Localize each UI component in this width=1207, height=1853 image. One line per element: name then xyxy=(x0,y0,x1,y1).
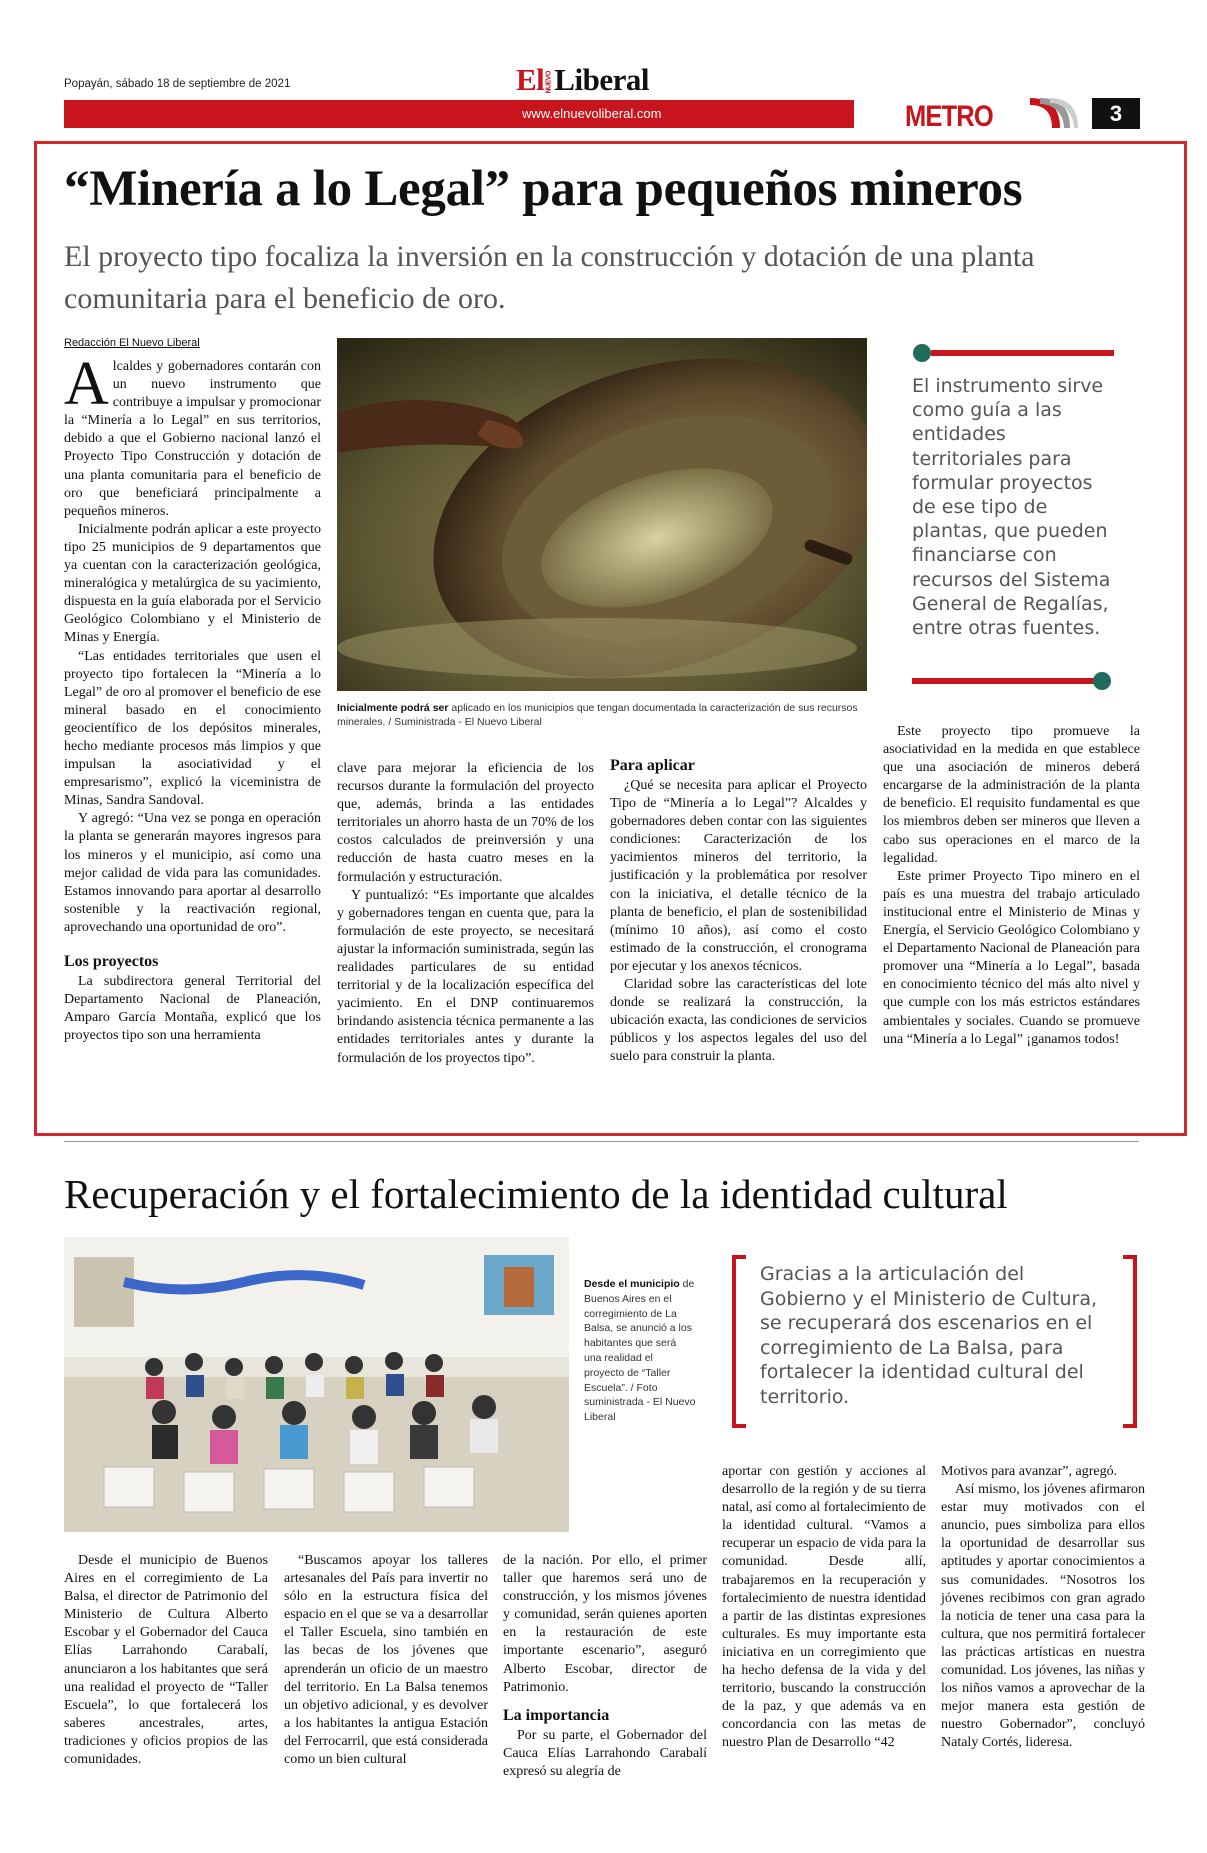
article2-column-4 xyxy=(722,1463,926,1753)
paragraph: aportar con gestión y acciones al desarrollo de la región y de su tierra natal, así como al fortalecimiento de la identidad cultural. “Vamos a recuperar un espacio de vida para la comunidad. Desde allí, trabajaremos en la recuperación y fortalecimiento de nuestra identidad a partir de las distintas expresiones culturales. Es muy importante esta iniciativa en un corregimiento que ha hecho defensa de la vida y del territorio, buscando la construcción de la paz, y que además va en concordancia con las metas de nuestro Plan de Desarrollo “42 xyxy=(722,1464,926,1751)
article2-column-3 xyxy=(503,1552,707,1781)
quote-rule xyxy=(931,350,1114,356)
paragraph: Alcaldes y gobernadores contarán con un nuevo instrumento que contribuye a impulsar y promocionar la “Minería a lo Legal” en sus territorios, debido a que el Gobierno nacional lanzó el Proyecto Tipo Construcción y dotación de una planta comunitaria para el beneficio de oro que beneficiará principalmente a pequeños mineros. xyxy=(64,350,321,519)
subhead-importancia: La importancia xyxy=(503,1706,610,1724)
paragraph: Motivos para avanzar”, agregó. xyxy=(941,1464,1118,1479)
newspaper-logo[interactable] xyxy=(516,62,649,98)
byline: Redacción El Nuevo Liberal xyxy=(64,337,200,349)
section-label: METRO xyxy=(905,100,993,133)
article2-column-2 xyxy=(284,1552,488,1769)
subhead-proyectos: Los proyectos xyxy=(64,953,159,970)
page-number: 3 xyxy=(1092,98,1140,129)
article1-column-4 xyxy=(883,723,1140,1049)
website-url[interactable]: www.elnuevoliberal.com xyxy=(522,106,662,121)
paragraph: clave para mejorar la eficiencia de los recursos durante la formulación del proyecto que, además, brinda a las entidades territoriales un ahorro hasta de un 70% de los costos calculados de preinversión y una reducción de hasta cuatro meses en la formulación y estructuración. xyxy=(337,761,594,885)
section-separator xyxy=(64,1141,1139,1142)
quote-dot-icon xyxy=(913,344,931,362)
logo-el: El xyxy=(516,62,545,97)
paragraph: Inicialmente podrán aplicar a este proyecto tipo 25 municipios de 9 departamentos que ya cuentan con la caracterización geológica, mineralógica y metalúrgica de su yacimiento, dispuesta en la guía elaborada por el Servicio Geológico Colombiano y el Ministerio de Minas y Energía. xyxy=(64,521,321,646)
pull-quote-2: Gracias a la articulación del Gobierno y el Ministerio de Cultura, se recuperará dos escenarios en el corregimiento de La Balsa, para fortalecer la identidad cultural del territorio. xyxy=(760,1263,1097,1408)
article2-column-5 xyxy=(941,1463,1145,1753)
paragraph: ¿Qué se necesita para aplicar el Proyecto Tipo de “Minería a lo Legal”? Alcaldes y gobernadores deben contar con las siguientes condiciones: Caracterización de los yacimientos mineros del territorio, la justificación y la problemática por resolver con la iniciativa, el detalle técnico de la planta de beneficio, el plan de sostenibilidad (mínimo 10 años), así como el costo estimado de la construcción, el cronograma por ejecutar y los anexos técnicos. xyxy=(610,778,867,974)
paragraph: Así mismo, los jóvenes afirmaron estar muy motivados con el anuncio, pues simboliza para ellos la oportunidad de desarrollar sus aptitudes y aportar conocimientos a sus comunidades. “Nosotros los jóvenes recibimos con gran agrado la noticia de tener una casa para la cultura, que nos permitirá fortalecer las prácticas artísticas en nuestra comunidad. Los jóvenes, las niñas y los niños vamos a aprovechar de la mejor manera esta gestión de nuestro Gobernador”, concluyó Nataly Cortés, lideresa. xyxy=(941,1482,1145,1751)
paragraph: Por su parte, el Gobernador del Cauca Elías Larrahondo Carabalí expresó su alegría de xyxy=(503,1727,707,1779)
paragraph: La subdirectora general Territorial del Departamento Nacional de Planeación, Amparo García Montaña, explicó que los proyectos tipo son una herramienta xyxy=(64,974,321,1044)
paragraph: Claridad sobre las características del lote donde se realizará la construcción, la ubicación exacta, las condiciones de servicios públicos y los aspectos legales del uso del suelo para construir la planta. xyxy=(610,977,867,1065)
article2-headline: Recuperación y el fortalecimiento de la identidad cultural xyxy=(64,1171,1008,1217)
pull-quote: El instrumento sirve como guía a las entidades territoriales para formular proyectos de ese tipo de plantas, que pueden financiarse con recursos del Sistema General de Regalías, entre otras fuentes. xyxy=(912,375,1111,640)
paragraph: Desde el municipio de Buenos Aires en el corregimiento de La Balsa, el director de Patrimonio del Ministerio de Cultura Alberto Escobar y el Gobernador del Cauca Elías Larrahondo Carabalí, anunciaron a los habitantes que será una realidad el proyecto de “Taller Escuela”, lo que fortalecerá los saberes ancestrales, artes, tradiciones y oficios propios de las comunidades. xyxy=(64,1553,268,1768)
drop-cap: A xyxy=(64,350,109,418)
paragraph: Este proyecto tipo promueve la asociatividad en la medida en que establece que una asociación de mineros deberá encargarse de la administración de la planta de beneficio. El requisito fundamental es que los miembros deben ser mineros que lleven a cabo sus operaciones en el marco de la legalidad. xyxy=(883,724,1140,866)
logo-nuevo: NUEVO xyxy=(545,71,553,94)
article-headline: “Minería a lo Legal” para pequeños mineros xyxy=(64,161,1023,217)
photo2-caption: Desde el municipio de Buenos Aires en el corregimiento de La Balsa, se anunció a los habitantes que será una realidad el proyecto de “Taller Escuela”. / Foto suministrada - El Nuevo Liberal xyxy=(584,1278,696,1424)
gold-pan-photo xyxy=(337,338,867,691)
article1-column-2 xyxy=(337,760,594,1068)
logo-liberal: Liberal xyxy=(554,62,649,97)
quote-dot-icon xyxy=(1093,672,1111,690)
paragraph: de la nación. Por ello, el primer taller que haremos será uno de construcción, y los mismos jóvenes y comunidad, serán quienes aporten en la restauración de este importante escenario”, aseguró Alberto Escobar, director de Patrimonio. xyxy=(503,1553,707,1695)
paragraph: “Las entidades territoriales que usen el proyecto tipo fortalecen la “Minería a lo Legal” de oro al promover el beneficio de ese mineral basado en el conocimiento geocientífico de los depósitos minerales, hecho mediante procesos más limpios y que impulsan la asociatividad y el empresarismo”, explicó la viceministra de Minas, Sandra Sandoval. xyxy=(64,648,321,809)
article1-column-3 xyxy=(610,757,867,1067)
photo1-caption: Inicialmente podrá ser aplicado en los municipios que tengan documentada la caracterización de sus recursos minerales. / Suministrada - El Nuevo Liberal xyxy=(337,702,858,728)
issue-date: Popayán, sábado 18 de septiembre de 2021 xyxy=(64,78,291,90)
quote-rule xyxy=(912,678,1095,684)
right-bracket-icon xyxy=(1123,1255,1137,1428)
header-red-bar xyxy=(64,100,854,128)
article-subheadline: El proyecto tipo focaliza la inversión en la construcción y dotación de una planta comunitaria para el beneficio de oro. xyxy=(64,240,1035,315)
paragraph: “Buscamos apoyar los talleres artesanales del País para invertir no sólo en la estructura física del espacio en el que se va a desarrollar el Taller Escuela, sino también en las becas de los jóvenes que aprenderán un oficio de un maestro del territorio. En La Balsa tenemos un objetivo adicional, y es devolver a los habitantes la antigua Estación del Ferrocarril, que está considerada como un bien cultural xyxy=(284,1553,488,1768)
article1-column-1 xyxy=(64,350,321,1045)
paragraph: Este primer Proyecto Tipo minero en el país es una muestra del trabajo articulado institucional entre el Ministerio de Minas y Energía, el Servicio Geológico Colombiano y el Departamento Nacional de Planeación para promover una “Minería a lo Legal”, basada en conocimiento técnico del más alto nivel y que cumple con los más estrictos estándares ambientales y sociales. Cuando se promueve una “Minería a lo Legal” ¡ganamos todos! xyxy=(883,868,1140,1047)
community-meeting-photo xyxy=(64,1237,569,1532)
subhead-aplicar: Para aplicar xyxy=(610,757,695,774)
paragraph: Y agregó: “Una vez se ponga en operación la planta se generarán mayores ingresos para los mineros y el municipio, así como una mejor calidad de vida para las comunidades. Estamos innovando para aportar al desarrollo sostenible y la reactivación regional, aprovechando una oportunidad de oro”. xyxy=(64,811,321,935)
section-stripes-icon xyxy=(1030,98,1078,128)
article2-column-1 xyxy=(64,1552,268,1769)
left-bracket-icon xyxy=(732,1255,746,1428)
paragraph: Y puntualizó: “Es importante que alcaldes y gobernadores tengan en cuenta que, para la formulación de este proyecto, se necesitará ajustar la información suministrada, según las realidades particulares de su entidad territorial y de la localización específica del yacimiento. En el DNP continuaremos brindando asistencia técnica permanente a las entidades territoriales antes y durante la formulación de los proyectos tipo”. xyxy=(337,887,594,1066)
